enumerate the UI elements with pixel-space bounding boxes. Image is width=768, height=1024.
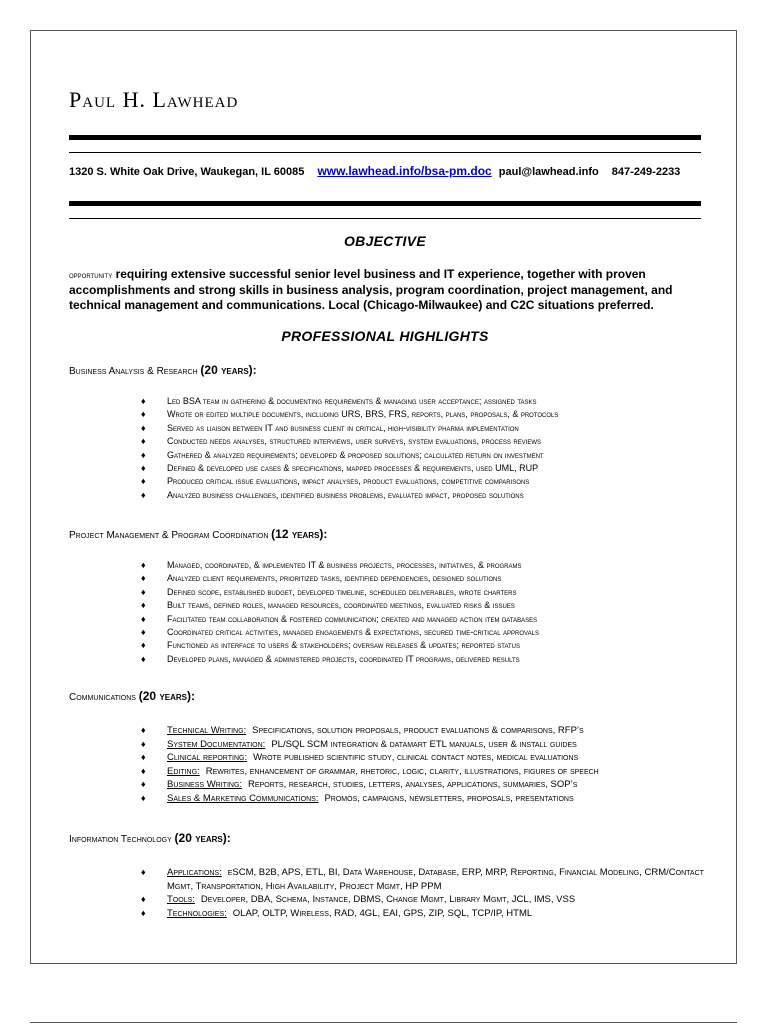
- section-title-project-management: Project Management & Program Coordination (12 years):: [69, 527, 328, 541]
- list-item: ♦ Gathered & analyzed requirements; developed & proposed solutions; calculated return on investment: [141, 449, 711, 462]
- list-item: ♦ Wrote or edited multiple documents, including URS, BRS, FRS, reports, plans, proposals, & protocols: [141, 408, 711, 421]
- list-item: ♦ Built teams, defined roles, managed resources, coordinated meetings, evaluated risks & issues: [141, 599, 711, 612]
- business-analysis-list: [141, 395, 711, 502]
- objective-heading: OBJECTIVE: [343, 233, 427, 249]
- communications-list: [141, 724, 711, 805]
- list-item: ♦ Business Writing: Reports, research, studies, letters, analyses, applications, summaries, SOP’s: [141, 778, 711, 792]
- list-item: ♦ Conducted needs analyses, structured interviews, user surveys, system evaluations, process reviews: [141, 435, 711, 448]
- section-title-information-technology: Information Technology (20 years):: [69, 831, 231, 845]
- list-item: ♦ Editing: Rewrites, enhancement of grammar, rhetoric, logic, clarity, illustrations, figures of speech: [141, 765, 711, 779]
- header-rule-thin: [69, 152, 701, 153]
- list-item: ♦ Technical Writing: Specifications, solution proposals, product evaluations & comparisons, RFP’s: [141, 724, 711, 738]
- list-item: ♦ Analyzed business challenges, identified business problems, evaluated impact, proposed solutions: [141, 489, 711, 502]
- list-item: ♦ Defined & developed use cases & specifications, mapped processes & requirements, used UML, RUP: [141, 462, 711, 475]
- objective-text: [69, 267, 709, 313]
- information-technology-list: [141, 866, 711, 920]
- list-item: ♦ Served as liaison between IT and business client in critical, high-visibility pharma implementation: [141, 422, 711, 435]
- list-item: ♦ Analyzed client requirements, prioritized tasks, identified dependencies, designed solutions: [141, 572, 711, 585]
- list-item: ♦ Sales & Marketing Communications: Promos, campaigns, newsletters, proposals, presentations: [141, 792, 711, 806]
- list-item: ♦ Applications: eSCM, B2B, APS, ETL, BI, Data Warehouse, Database, ERP, MRP, Reporting, Financial Modeling, CRM/Contact Mgmt, Transportation, High Availability, Project Mgmt, HP PPM: [141, 866, 711, 893]
- section-title-communications: Communications (20 years):: [69, 689, 195, 703]
- contact-rule-thick: [69, 201, 701, 206]
- contact-rule-thin: [69, 218, 701, 219]
- list-item: ♦ Managed, coordinated, & implemented IT & business projects, processes, initiatives, & programs: [141, 559, 711, 572]
- list-item: ♦ Facilitated team collaboration & fostered communication; created and managed action item databases: [141, 613, 711, 626]
- project-management-list: [141, 559, 711, 666]
- list-item: ♦ System Documentation: PL/SQL SCM integration & datamart ETL manuals, user & install guides: [141, 738, 711, 752]
- list-item: ♦ Functioned as interface to users & stakeholders; oversaw releases & updates; reported status: [141, 639, 711, 652]
- address: 1320 S. White Oak Drive, Waukegan, IL 60085: [69, 166, 305, 178]
- list-item: ♦ Produced critical issue evaluations, impact analyses, product evaluations, competitive comparisons: [141, 475, 711, 488]
- list-item: ♦ Tools: Developer, DBA, Schema, Instance, DBMS, Change Mgmt, Library Mgmt, JCL, IMS, VSS: [141, 893, 711, 907]
- next-page-edge: [30, 1022, 737, 1023]
- candidate-name: Paul H. Lawhead: [69, 87, 239, 112]
- list-item: ♦ Developed plans, managed & administered projects, coordinated IT programs, delivered results: [141, 653, 711, 666]
- list-item: ♦ Coordinated critical activities, managed engagements & expectations, secured time-critical approvals: [141, 626, 711, 639]
- website-link[interactable]: www.lawhead.info/bsa-pm.doc: [317, 164, 492, 178]
- highlights-heading: PROFESSIONAL HIGHLIGHTS: [281, 328, 489, 344]
- objective-body: requiring extensive successful senior level business and IT experience, together with proven accomplishments and strong skills in business analysis, program coordination, project management, and technical management and communications. Local (Chicago-Milwaukee) and C2C situations preferred.: [69, 267, 673, 312]
- section-title-business-analysis: Business Analysis & Research (20 years):: [69, 363, 257, 377]
- resume-page: [30, 30, 737, 964]
- header-rule-thick: [69, 135, 701, 140]
- list-item: ♦ Led BSA team in gathering & documenting requirements & managing user acceptance; assigned tasks: [141, 395, 711, 408]
- email: paul@lawhead.info: [498, 166, 599, 178]
- list-item: ♦ Technologies: OLAP, OLTP, Wireless, RAD, 4GL, EAI, GPS, ZIP, SQL, TCP/IP, HTML: [141, 907, 711, 921]
- contact-line: [69, 165, 701, 179]
- objective-lead: opportunity: [69, 270, 113, 280]
- list-item: ♦ Clinical reporting: Wrote published scientific study, clinical contact notes, medical evaluations: [141, 751, 711, 765]
- phone: 847-249-2233: [611, 166, 681, 178]
- list-item: ♦ Defined scope, established budget, developed timeline, scheduled deliverables, wrote charters: [141, 586, 711, 599]
